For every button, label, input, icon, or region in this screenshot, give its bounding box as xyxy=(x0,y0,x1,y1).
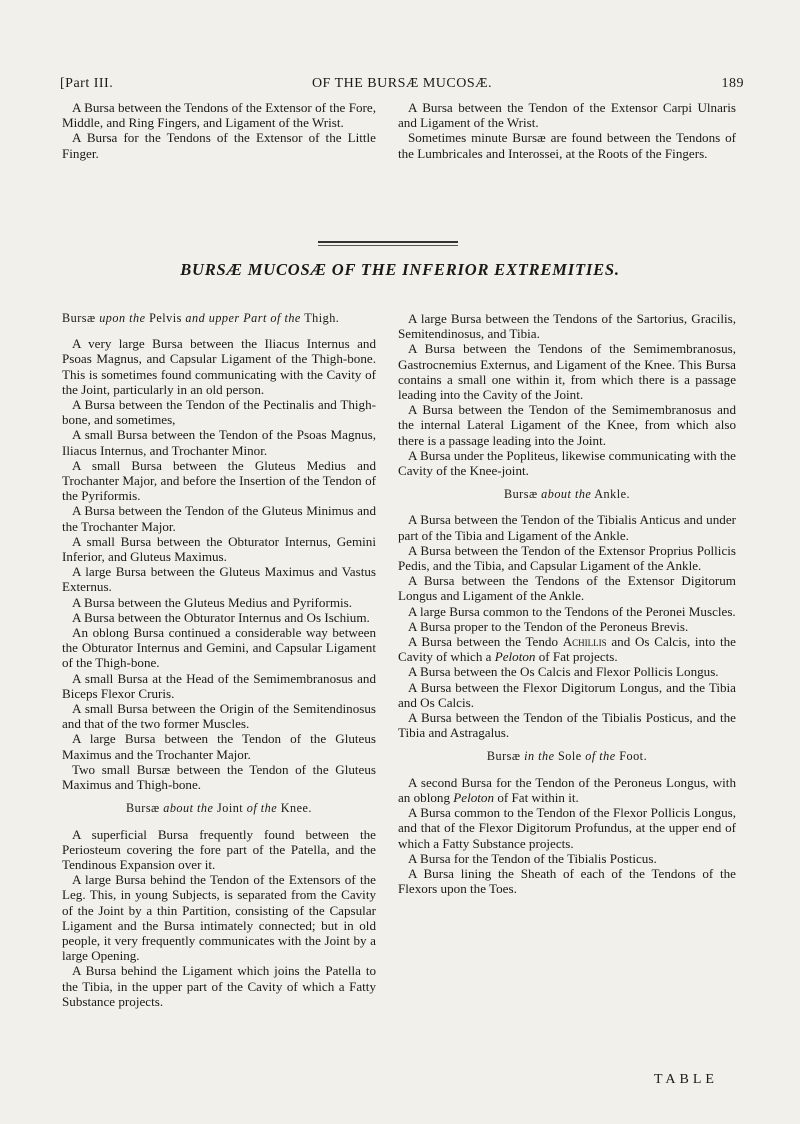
subheading-knee: Bursæ about the Joint of the Knee. xyxy=(126,801,312,816)
top-right-column xyxy=(398,100,736,161)
paragraph: A Bursa between the Flexor Digitorum Longus, and the Tibia and Os Calcis. xyxy=(398,679,736,710)
paragraph: A superficial Bursa frequently found between the Periosteum covering the fore part of the Patella, and the Tendinous Expansion over it. xyxy=(62,826,376,872)
paragraph: A small Bursa at the Head of the Semimembranosus and Biceps Flexor Cruris. xyxy=(62,670,376,701)
paragraph: A Bursa between the Tendon of the Extensor Carpi Ulnaris and Ligament of the Wrist. xyxy=(398,100,736,131)
paragraph: A small Bursa between the Tendon of the Psoas Magnus, Iliacus Internus, and Trochanter Minor. xyxy=(62,427,376,458)
paragraph: A small Bursa between the Gluteus Medius and Trochanter Major, and before the Insertion of the Tendon of the Pyriformis. xyxy=(62,457,376,504)
paragraph: A Bursa between the Tendon of the Extensor Proprius Pollicis Pedis, and the Tibia, and Capsular Ligament of the Ankle. xyxy=(398,542,736,574)
subheading-foot: Bursæ in the Sole of the Foot. xyxy=(486,749,648,764)
paragraph: A Bursa between the Tendon of the Semimembranosus and the internal Lateral Ligament of the Knee, from which also there is a passage leading into the Joint. xyxy=(398,402,736,448)
paragraph: A Bursa lining the Sheath of each of the Tendons of the Flexors upon the Toes. xyxy=(398,865,736,897)
paragraph: A Bursa between the Os Calcis and Flexor Pollicis Longus. xyxy=(408,664,719,680)
paragraph: A Bursa between the Tendons of the Extensor of the Fore, Middle, and Ring Fingers, and Ligament of the Wrist. xyxy=(62,100,376,131)
paragraph-achillis: A Bursa between the Tendo Achillis and Os Calcis, into the Cavity of which a Peloton of Fat projects. xyxy=(398,634,736,665)
paragraph: A Bursa behind the Ligament which joins the Patella to the Tibia, in the upper part of the Cavity of which a Fatty Substance projects. xyxy=(62,963,376,1009)
top-left-column xyxy=(62,100,376,161)
paragraph: A large Bursa between the Gluteus Maximus and Vastus Externus. xyxy=(62,564,376,595)
paragraph: A Bursa between the Tendons of the Semimembranosus, Gastrocnemius Externus, and Ligament of the Knee. This Bursa contains a small one within it, from which there is a passage leading into the Cavity of the Joint. xyxy=(398,341,736,403)
paragraph: A Bursa proper to the Tendon of the Peroneus Brevis. xyxy=(408,618,689,634)
paragraph: A Bursa between the Tendons of the Extensor Digitorum Longus and Ligament of the Ankle. xyxy=(398,573,736,604)
paragraph: A Bursa common to the Tendon of the Flexor Pollicis Longus, and that of the Flexor Digitorum Profundus, at the upper end of which a Fatty Substance projects. xyxy=(398,805,736,851)
paragraph: A small Bursa between the Origin of the Semitendinosus and that of the two former Muscles. xyxy=(62,701,376,732)
paragraph: A large Bursa common to the Tendons of the Peronei Muscles. xyxy=(408,603,736,619)
paragraph: A Bursa between the Obturator Internus and Os Ischium. xyxy=(72,609,370,625)
paragraph: A very large Bursa between the Iliacus Internus and Psoas Magnus, and Capsular Ligament of the Thigh-bone. This is sometimes found communicating with the Cavity of the Joint, particularly in an old person. xyxy=(62,336,376,397)
paragraph: A Bursa for the Tendon of the Tibialis Posticus. xyxy=(408,850,657,866)
paragraph: An oblong Bursa continued a considerable way between the Obturator Internus and Gemini, and Capsular Ligament of the Thigh-bone. xyxy=(62,625,376,671)
paragraph: A Bursa between the Tendon of the Tibialis Anticus and under part of the Tibia and Ligament of the Ankle. xyxy=(398,512,736,543)
main-heading: BURSÆ MUCOSÆ OF THE INFERIOR EXTREMITIES. xyxy=(180,260,620,279)
paragraph: A large Bursa between the Tendon of the Gluteus Maximus and the Trochanter Major. xyxy=(62,731,376,762)
left-column xyxy=(62,311,376,1009)
paragraph: Two small Bursæ between the Tendon of the Gluteus Maximus and Thigh-bone. xyxy=(62,761,376,793)
section-divider-thin xyxy=(318,245,458,246)
paragraph: A Bursa between the Tendon of the Tibialis Posticus, and the Tibia and Astragalus. xyxy=(398,710,736,741)
section-divider xyxy=(318,241,458,243)
part-label: [Part III. xyxy=(60,76,114,91)
running-title: OF THE BURSÆ MUCOSÆ. xyxy=(311,76,493,91)
paragraph-peroneus: A second Bursa for the Tendon of the Peroneus Longus, with an oblong Peloton of Fat within it. xyxy=(398,774,736,805)
paragraph: A Bursa between the Tendon of the Gluteus Minimus and the Trochanter Major. xyxy=(62,503,376,534)
right-column xyxy=(398,311,736,896)
paragraph: A large Bursa between the Tendons of the Sartorius, Gracilis, Semitendinosus, and Tibia. xyxy=(398,311,736,342)
paragraph: A large Bursa behind the Tendon of the Extensors of the Leg. This, in young Subjects, is separated from the Cavity of the Joint by a thin Partition, consisting of the Capsular Ligament and the Bursa intimately connected; but in old people, it very frequently communicates with the Joint by a large Opening. xyxy=(62,872,376,964)
paragraph: A Bursa for the Tendons of the Extensor of the Little Finger. xyxy=(62,130,376,161)
running-header xyxy=(60,76,744,96)
page-number: 189 xyxy=(721,76,744,91)
catchword: TABLE xyxy=(654,1072,718,1087)
paragraph: A small Bursa between the Obturator Internus, Gemini Inferior, and Gluteus Maximus. xyxy=(62,533,376,565)
paragraph: A Bursa under the Popliteus, likewise communicating with the Cavity of the Knee-joint. xyxy=(398,447,736,479)
paragraph: A Bursa between the Tendon of the Pectinalis and Thigh-bone, and sometimes, xyxy=(62,397,376,428)
subheading-pelvis: Bursæ upon the Pelvis and upper Part of the Thigh. xyxy=(62,311,340,325)
paragraph: A Bursa between the Gluteus Medius and Pyriformis. xyxy=(72,594,353,610)
paragraph: Sometimes minute Bursæ are found between the Tendons of the Lumbricales and Interossei, at the Roots of the Fingers. xyxy=(398,130,736,161)
subheading-ankle: Bursæ about the Ankle. xyxy=(503,487,631,502)
